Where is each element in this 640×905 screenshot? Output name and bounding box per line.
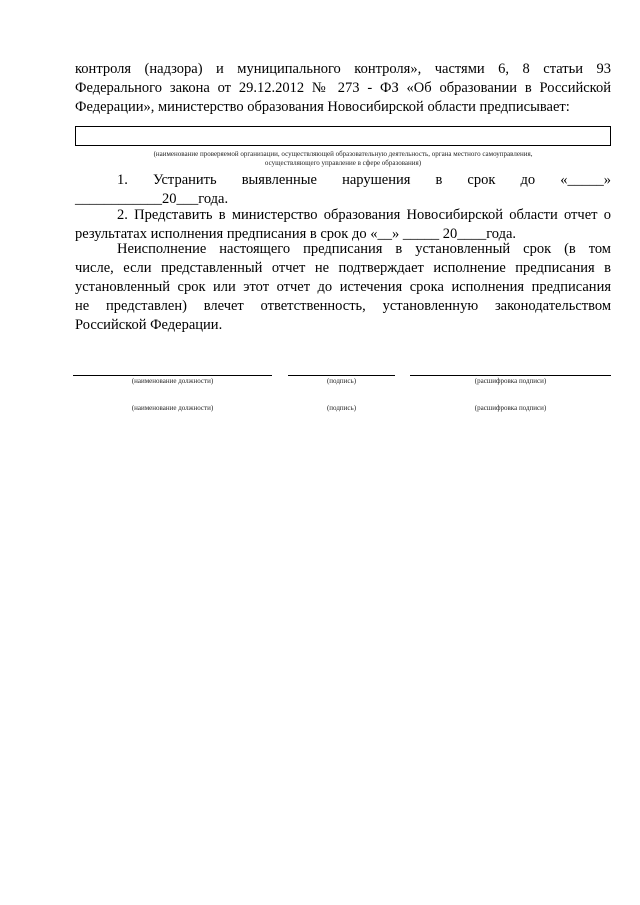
item-2-line-1: 2. Представить в министерство образования Новосибирской области отчет о (117, 207, 611, 223)
position-caption-2: (наименование должности) (131, 404, 214, 412)
decoding-signature-line-1[interactable] (410, 375, 611, 376)
organization-caption (75, 150, 611, 168)
decoding-caption-1: (расшифровка подписи) (474, 377, 547, 385)
intro-paragraph (75, 60, 611, 117)
position-caption-1: (наименование должности) (131, 377, 214, 385)
signature-caption-2: (подпись) (326, 404, 357, 412)
intro-line-1: контроля (надзора) и муниципального контроля», частями 6, 8 статьи 93 (75, 61, 611, 77)
position-signature-line-1[interactable] (73, 375, 272, 376)
signature-caption-1: (подпись) (326, 377, 357, 385)
warning-line-3: установленный срок или этот отчет до истечения срока исполнения предписания (75, 279, 611, 295)
item-1-paragraph (75, 171, 611, 209)
intro-line-3: Федерации», министерство образования Новосибирской области предписывает: (75, 99, 570, 115)
organization-name-field[interactable] (75, 126, 611, 146)
intro-line-2: Федерального закона от 29.12.2012 № 273 - ФЗ «Об образовании в Российской (75, 80, 611, 96)
organization-caption-line-1: (наименование проверяемой организации, осуществляющей образовательную деятельность, органа местного самоуправления, (153, 150, 533, 158)
warning-line-4: не представлен) влечет ответственность, установленную законодательством (75, 298, 611, 314)
decoding-caption-2: (расшифровка подписи) (474, 404, 547, 412)
warning-line-1: Неисполнение настоящего предписания в установленный срок (в том (117, 241, 611, 257)
warning-paragraph (75, 240, 611, 335)
organization-caption-line-2: осуществляющего управление в сфере образования) (264, 159, 422, 167)
warning-line-5: Российской Федерации. (75, 317, 223, 333)
item-1-line-1: 1. Устранить выявленные нарушения в срок до «_____» (117, 172, 611, 188)
warning-line-2: числе, если представленный отчет не подтверждает исполнение предписания в (75, 260, 611, 276)
item-2-line-2: результатах исполнения предписания в срок до «__» _____ 20____года. (75, 226, 517, 242)
signature-line-1[interactable] (288, 375, 395, 376)
item-1-line-2: ____________20___года. (75, 191, 229, 207)
item-2-paragraph (75, 206, 611, 244)
